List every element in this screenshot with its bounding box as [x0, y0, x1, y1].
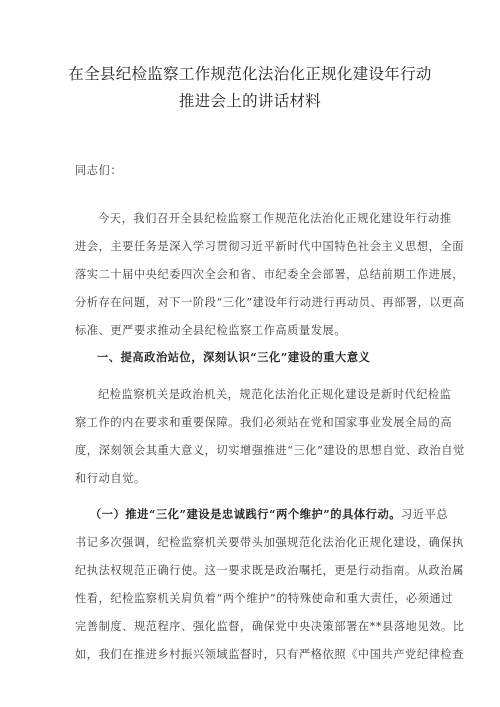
greeting: 同志们：	[75, 164, 123, 177]
paragraph-3-line-4: 完善制度、规范程序、强化监督，确保党中央决策部署在**县落地见效。比	[75, 620, 465, 633]
paragraph-2-line-3: 度，深刻领会其重大意义，切实增强推进“三化”建设的思想自觉、政治自觉	[75, 444, 465, 457]
paragraph-1-line-4: 分析存在问题，对下一阶段“三化”建设年行动进行再动员、再部署，以更高	[75, 296, 465, 309]
paragraph-1-line-2: 进会，主要任务是深入学习贯彻习近平新时代中国特色社会主义思想，全面	[75, 240, 464, 253]
paragraph-2-line-2: 察工作的内在要求和重要保障。我们必须站在党和国家事业发展全局的高	[75, 416, 453, 429]
subsection-1-heading: （一）推进“三化”建设是忠诚践行“两个维护”的具体行动。	[90, 507, 402, 521]
paragraph-3-line-3: 性看，纪检监察机关肩负着“两个维护”的特殊使命和重大责任，必须通过	[75, 592, 454, 605]
document-title-line-1: 在全县纪检监察工作规范化法治化正规化建设年行动	[68, 65, 432, 83]
paragraph-2-line-4: 和行动自觉。	[75, 472, 146, 485]
paragraph-1-line-3: 落实二十届中央纪委四次全会和省、市纪委全会部署，总结前期工作进展，	[75, 268, 464, 281]
paragraph-3-line-1: 书记多次强调，纪检监察机关要带头加强规范化法治化正规化建设，确保执	[75, 536, 464, 549]
document-title-line-2: 推进会上的讲话材料	[178, 92, 322, 110]
paragraph-1-line-1: 今天，我们召开全县纪检监察工作规范化法治化正规化建设年行动推	[98, 212, 452, 225]
paragraph-3-line-2: 纪执法权规范正确行使。这一要求既是政治嘱托，更是行动指南。从政治属	[75, 564, 464, 577]
paragraph-3-line-5: 如，我们在推进乡村振兴领域监督时，只有严格依照《中国共产党纪律检查	[75, 648, 464, 661]
section-1-heading: 一、提高政治站位，深刻认识“三化”建设的重大意义	[97, 350, 371, 364]
paragraph-1-line-5: 标准、更严要求推动全县纪检监察工作高质量发展。	[75, 324, 347, 337]
paragraph-2-line-1: 纪检监察机关是政治机关，规范化法治化正规化建设是新时代纪检监	[98, 388, 452, 401]
subsection-1-heading-tail: 习近平总	[401, 508, 449, 521]
subsection-1-line	[90, 506, 448, 522]
